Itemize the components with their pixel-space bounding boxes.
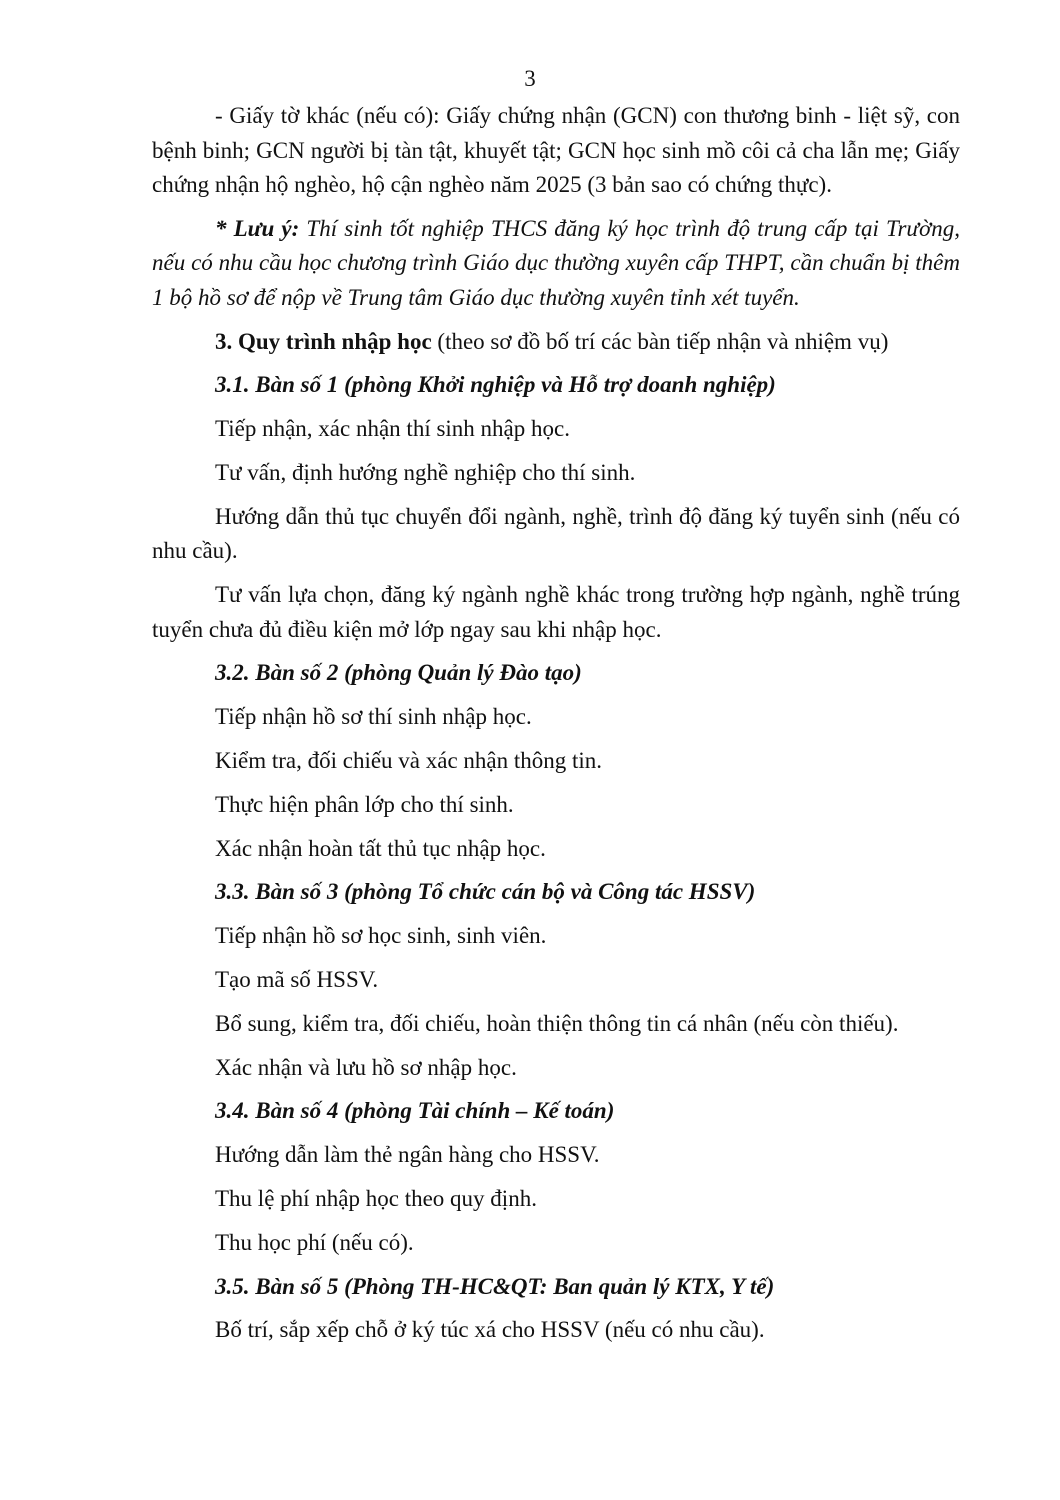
section-3-heading: [152, 325, 960, 360]
desk-1-item: Tiếp nhận, xác nhận thí sinh nhập học.: [215, 416, 570, 442]
desk-3-item: Tạo mã số HSSV.: [215, 966, 379, 992]
other-documents-paragraph: - Giấy tờ khác (nếu có): Giấy chứng nhận (GCN) con thương binh - liệt sỹ, con bệnh binh; GCN người bị tàn tật, khuyết tật; GCN học sinh mồ côi cả cha lẫn mẹ; Giấy chứng nhận hộ nghèo, hộ cận nghèo năm 2025 (3 bản sao có chứng thực).: [152, 103, 960, 197]
document-body: [152, 99, 960, 1357]
desk-3-heading: 3.3. Bàn số 3 (phòng Tổ chức cán bộ và Công tác HSSV): [215, 879, 756, 905]
desk-3-item: Tiếp nhận hồ sơ học sinh, sinh viên.: [215, 923, 547, 949]
note-text: Thí sinh tốt nghiệp THCS đăng ký học trình độ trung cấp tại Trường, nếu có nhu cầu học chương trình Giáo dục thường xuyên cấp THPT, cần chuẩn bị thêm 1 bộ hồ sơ để nộp về Trung tâm Giáo dục thường xuyên tỉnh xét tuyển.: [152, 215, 961, 310]
section-3-subtitle: (theo sơ đồ bố trí các bàn tiếp nhận và nhiệm vụ): [437, 328, 889, 354]
desk-3-item: Xác nhận và lưu hồ sơ nhập học.: [215, 1054, 517, 1080]
section-3-title: 3. Quy trình nhập học: [215, 328, 432, 354]
desk-5-item: Bố trí, sắp xếp chỗ ở ký túc xá cho HSSV (nếu có nhu cầu).: [215, 1317, 765, 1343]
desk-4-heading: 3.4. Bàn số 4 (phòng Tài chính – Kế toán): [215, 1098, 615, 1124]
page-number: 3: [524, 66, 536, 91]
desk-4-item: Thu học phí (nếu có).: [215, 1229, 414, 1255]
desk-2-heading: 3.2. Bàn số 2 (phòng Quản lý Đào tạo): [215, 660, 582, 686]
desk-2-item: Kiểm tra, đối chiếu và xác nhận thông tin.: [215, 747, 603, 773]
desk-2-item: Tiếp nhận hồ sơ thí sinh nhập học.: [215, 704, 532, 730]
desk-4-item: Hướng dẫn làm thẻ ngân hàng cho HSSV.: [215, 1142, 600, 1168]
desk-1-item: Tư vấn, định hướng nghề nghiệp cho thí sinh.: [215, 459, 636, 485]
desk-1-heading: 3.1. Bàn số 1 (phòng Khởi nghiệp và Hỗ trợ doanh nghiệp): [215, 372, 776, 398]
desk-1-item: Hướng dẫn thủ tục chuyển đổi ngành, nghề, trình độ đăng ký tuyển sinh (nếu có nhu cầu).: [152, 503, 960, 564]
desk-4-item: Thu lệ phí nhập học theo quy định.: [215, 1185, 537, 1211]
desk-2-item: Xác nhận hoàn tất thủ tục nhập học.: [215, 835, 546, 861]
note-label: * Lưu ý:: [215, 215, 300, 241]
desk-5-heading: 3.5. Bàn số 5 (Phòng TH-HC&QT: Ban quản lý KTX, Y tế): [215, 1273, 775, 1299]
desk-3-item: Bổ sung, kiểm tra, đối chiếu, hoàn thiện thông tin cá nhân (nếu còn thiếu).: [215, 1010, 899, 1036]
desk-1-item: Tư vấn lựa chọn, đăng ký ngành nghề khác trong trường hợp ngành, nghề trúng tuyển chưa đủ điều kiện mở lớp ngay sau khi nhập học.: [152, 582, 960, 642]
desk-2-item: Thực hiện phân lớp cho thí sinh.: [215, 791, 514, 817]
note-paragraph: [152, 212, 960, 316]
